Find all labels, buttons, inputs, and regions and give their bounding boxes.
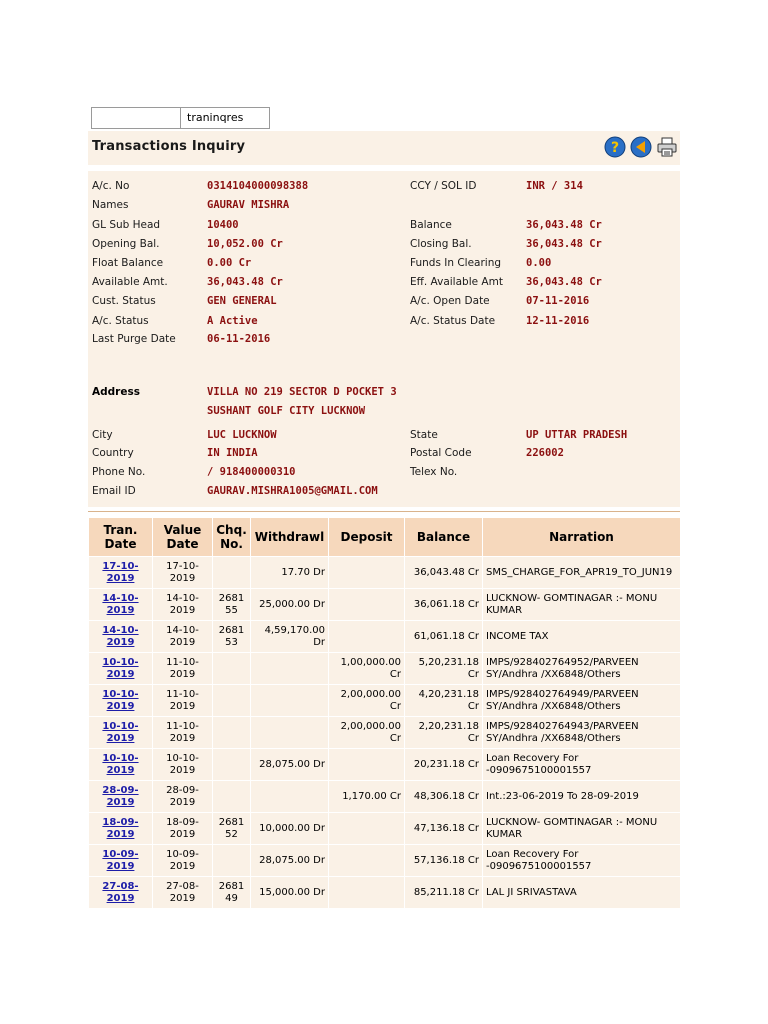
- cell-chq-no: [213, 557, 251, 589]
- header-toolbar: [604, 136, 678, 158]
- cell-chq-no: [213, 845, 251, 877]
- value-closing-bal: 36,043.48 Cr: [526, 238, 602, 250]
- cell-narration: Loan Recovery For -0909675100001557: [483, 845, 681, 877]
- value-phone: / 918400000310: [207, 466, 296, 478]
- cell-narration: INCOME TAX: [483, 621, 681, 653]
- cell-chq-no: [213, 781, 251, 813]
- table-row: [89, 877, 681, 909]
- tran-date-link[interactable]: 18-09-2019: [102, 817, 139, 840]
- cell-chq-no: 268149: [213, 877, 251, 909]
- cell-chq-no: 268152: [213, 813, 251, 845]
- cell-balance: 5,20,231.18 Cr: [405, 653, 483, 685]
- cell-tran-date: [89, 589, 153, 621]
- header-tran-date: Tran. Date: [89, 518, 153, 557]
- table-row: [89, 621, 681, 653]
- cell-narration: Int.:23-06-2019 To 28-09-2019: [483, 781, 681, 813]
- cell-value-date: 14-10-2019: [153, 621, 213, 653]
- cell-deposit: [329, 557, 405, 589]
- tran-date-link[interactable]: 10-09-2019: [102, 849, 139, 872]
- page-title: Transactions Inquiry: [92, 139, 246, 154]
- label-gl-sub-head: GL Sub Head: [92, 219, 161, 231]
- cell-withdrawl: [251, 653, 329, 685]
- label-country: Country: [92, 447, 134, 459]
- tran-date-link[interactable]: 28-09-2019: [102, 785, 139, 808]
- cell-balance: 20,231.18 Cr: [405, 749, 483, 781]
- value-float-balance: 0.00 Cr: [207, 257, 252, 269]
- cell-value-date: 11-10-2019: [153, 685, 213, 717]
- cell-value-date: 10-10-2019: [153, 749, 213, 781]
- cell-withdrawl: 25,000.00 Dr: [251, 589, 329, 621]
- table-row: [89, 557, 681, 589]
- cell-value-date: 17-10-2019: [153, 557, 213, 589]
- cell-deposit: 1,00,000.00 Cr: [329, 653, 405, 685]
- cell-tran-date: [89, 845, 153, 877]
- cell-balance: 36,043.48 Cr: [405, 557, 483, 589]
- menu-id-field[interactable]: traninqres: [181, 107, 270, 129]
- header-balance: Balance: [405, 518, 483, 557]
- cell-chq-no: [213, 685, 251, 717]
- tran-date-link[interactable]: 17-10-2019: [102, 561, 139, 584]
- cell-deposit: 2,00,000.00 Cr: [329, 717, 405, 749]
- label-ccy-sol: CCY / SOL ID: [410, 180, 477, 192]
- svg-text:?: ?: [610, 140, 620, 156]
- table-row: [89, 717, 681, 749]
- label-opening-bal: Opening Bal.: [92, 238, 160, 250]
- cell-balance: 61,061.18 Cr: [405, 621, 483, 653]
- label-available-amt: Available Amt.: [92, 276, 168, 288]
- cell-chq-no: [213, 653, 251, 685]
- value-ac-status: A Active: [207, 315, 258, 327]
- cell-deposit: 1,170.00 Cr: [329, 781, 405, 813]
- label-cust-status: Cust. Status: [92, 295, 156, 307]
- cell-chq-no: [213, 717, 251, 749]
- label-city: City: [92, 429, 113, 441]
- cell-value-date: 27-08-2019: [153, 877, 213, 909]
- page-header: [88, 131, 680, 165]
- header-withdrawl: Withdrawl: [251, 518, 329, 557]
- section-divider: [88, 511, 680, 512]
- cell-tran-date: [89, 685, 153, 717]
- table-row: [89, 749, 681, 781]
- cell-balance: 4,20,231.18 Cr: [405, 685, 483, 717]
- cell-narration: IMPS/928402764949/PARVEEN SY/Andhra /XX6848/Others: [483, 685, 681, 717]
- cell-narration: IMPS/928402764943/PARVEEN SY/Andhra /XX6848/Others: [483, 717, 681, 749]
- cell-tran-date: [89, 813, 153, 845]
- cell-tran-date: [89, 653, 153, 685]
- cell-narration: Loan Recovery For -0909675100001557: [483, 749, 681, 781]
- cell-tran-date: [89, 749, 153, 781]
- value-opening-bal: 10,052.00 Cr: [207, 238, 283, 250]
- label-float-balance: Float Balance: [92, 257, 164, 269]
- cell-deposit: [329, 589, 405, 621]
- account-details-panel: [88, 171, 680, 507]
- table-row: [89, 653, 681, 685]
- value-ccy-sol: INR / 314: [526, 180, 583, 192]
- cell-narration: LUCKNOW- GOMTINAGAR :- MONU KUMAR: [483, 813, 681, 845]
- cell-withdrawl: 28,075.00 Dr: [251, 749, 329, 781]
- table-row: [89, 781, 681, 813]
- header-chq-no: Chq. No.: [213, 518, 251, 557]
- cell-withdrawl: [251, 717, 329, 749]
- tran-date-link[interactable]: 14-10-2019: [102, 593, 139, 616]
- value-funds-clearing: 0.00: [526, 257, 552, 269]
- label-address: Address: [92, 386, 140, 398]
- cell-deposit: 2,00,000.00 Cr: [329, 685, 405, 717]
- label-email: Email ID: [92, 485, 136, 497]
- cell-balance: 47,136.18 Cr: [405, 813, 483, 845]
- cell-withdrawl: 4,59,170.00 Dr: [251, 621, 329, 653]
- tran-date-link[interactable]: 10-10-2019: [102, 721, 139, 744]
- label-phone: Phone No.: [92, 466, 146, 478]
- value-address-line2: SUSHANT GOLF CITY LUCKNOW: [207, 405, 366, 417]
- label-eff-available: Eff. Available Amt: [410, 276, 503, 288]
- label-telex: Telex No.: [410, 466, 458, 478]
- header-deposit: Deposit: [329, 518, 405, 557]
- cell-value-date: 10-09-2019: [153, 845, 213, 877]
- value-email: GAURAV.MISHRA1005@GMAIL.COM: [207, 485, 378, 497]
- label-state: State: [410, 429, 438, 441]
- cell-deposit: [329, 845, 405, 877]
- cell-deposit: [329, 749, 405, 781]
- cell-narration: LAL JI SRIVASTAVA: [483, 877, 681, 909]
- value-postal-code: 226002: [526, 447, 564, 459]
- cell-narration: SMS_CHARGE_FOR_APR19_TO_JUN19: [483, 557, 681, 589]
- cell-withdrawl: 17.70 Dr: [251, 557, 329, 589]
- header-value-date: Value Date: [153, 518, 213, 557]
- cell-tran-date: [89, 557, 153, 589]
- cell-tran-date: [89, 781, 153, 813]
- value-last-purge-date: 06-11-2016: [207, 333, 271, 345]
- value-ac-no: 0314104000098388: [207, 180, 309, 192]
- cell-withdrawl: 15,000.00 Dr: [251, 877, 329, 909]
- cell-deposit: [329, 877, 405, 909]
- cell-balance: 2,20,231.18 Cr: [405, 717, 483, 749]
- tran-date-link[interactable]: 10-10-2019: [102, 753, 139, 776]
- header-narration: Narration: [483, 518, 681, 557]
- value-eff-available: 36,043.48 Cr: [526, 276, 602, 288]
- value-city: LUC LUCKNOW: [207, 429, 277, 441]
- label-last-purge-date: Last Purge Date: [92, 333, 176, 345]
- table-row: [89, 845, 681, 877]
- cell-balance: 36,061.18 Cr: [405, 589, 483, 621]
- cell-value-date: 14-10-2019: [153, 589, 213, 621]
- cell-narration: LUCKNOW- GOMTINAGAR :- MONU KUMAR: [483, 589, 681, 621]
- top-field-group: [91, 107, 270, 129]
- cell-value-date: 28-09-2019: [153, 781, 213, 813]
- cell-tran-date: [89, 621, 153, 653]
- cell-value-date: 18-09-2019: [153, 813, 213, 845]
- label-open-date: A/c. Open Date: [410, 295, 490, 307]
- cell-value-date: 11-10-2019: [153, 653, 213, 685]
- tran-date-link[interactable]: 27-08-2019: [102, 881, 139, 904]
- cell-withdrawl: [251, 685, 329, 717]
- tran-date-link[interactable]: 14-10-2019: [102, 625, 139, 648]
- back-icon[interactable]: [630, 136, 652, 158]
- value-cust-status: GEN GENERAL: [207, 295, 277, 307]
- print-icon[interactable]: [656, 136, 678, 158]
- label-postal-code: Postal Code: [410, 447, 472, 459]
- cell-value-date: 11-10-2019: [153, 717, 213, 749]
- cell-balance: 85,211.18 Cr: [405, 877, 483, 909]
- cell-balance: 57,136.18 Cr: [405, 845, 483, 877]
- help-icon[interactable]: [604, 136, 626, 158]
- label-names: Names: [92, 199, 129, 211]
- cell-balance: 48,306.18 Cr: [405, 781, 483, 813]
- label-funds-clearing: Funds In Clearing: [410, 257, 502, 269]
- label-balance: Balance: [410, 219, 452, 231]
- value-gl-sub-head: 10400: [207, 219, 239, 231]
- cell-withdrawl: 28,075.00 Dr: [251, 845, 329, 877]
- value-names: GAURAV MISHRA: [207, 199, 290, 211]
- top-left-field[interactable]: [91, 107, 181, 129]
- table-row: [89, 813, 681, 845]
- label-ac-status: A/c. Status: [92, 315, 149, 327]
- cell-chq-no: [213, 749, 251, 781]
- label-ac-no: A/c. No: [92, 180, 130, 192]
- cell-withdrawl: [251, 781, 329, 813]
- value-address-line1: VILLA NO 219 SECTOR D POCKET 3: [207, 386, 397, 398]
- value-balance: 36,043.48 Cr: [526, 219, 602, 231]
- cell-deposit: [329, 621, 405, 653]
- cell-chq-no: 268155: [213, 589, 251, 621]
- tran-date-link[interactable]: 10-10-2019: [102, 689, 139, 712]
- label-closing-bal: Closing Bal.: [410, 238, 472, 250]
- value-status-date: 12-11-2016: [526, 315, 590, 327]
- value-open-date: 07-11-2016: [526, 295, 590, 307]
- cell-chq-no: 268153: [213, 621, 251, 653]
- table-header-row: [89, 518, 681, 557]
- label-status-date: A/c. Status Date: [410, 315, 496, 327]
- value-available-amt: 36,043.48 Cr: [207, 276, 283, 288]
- table-row: [89, 589, 681, 621]
- transactions-table: [88, 517, 681, 909]
- cell-deposit: [329, 813, 405, 845]
- value-state: UP UTTAR PRADESH: [526, 429, 628, 441]
- cell-withdrawl: 10,000.00 Dr: [251, 813, 329, 845]
- table-row: [89, 685, 681, 717]
- cell-tran-date: [89, 877, 153, 909]
- tran-date-link[interactable]: 10-10-2019: [102, 657, 139, 680]
- value-country: IN INDIA: [207, 447, 258, 459]
- cell-tran-date: [89, 717, 153, 749]
- cell-narration: IMPS/928402764952/PARVEEN SY/Andhra /XX6848/Others: [483, 653, 681, 685]
